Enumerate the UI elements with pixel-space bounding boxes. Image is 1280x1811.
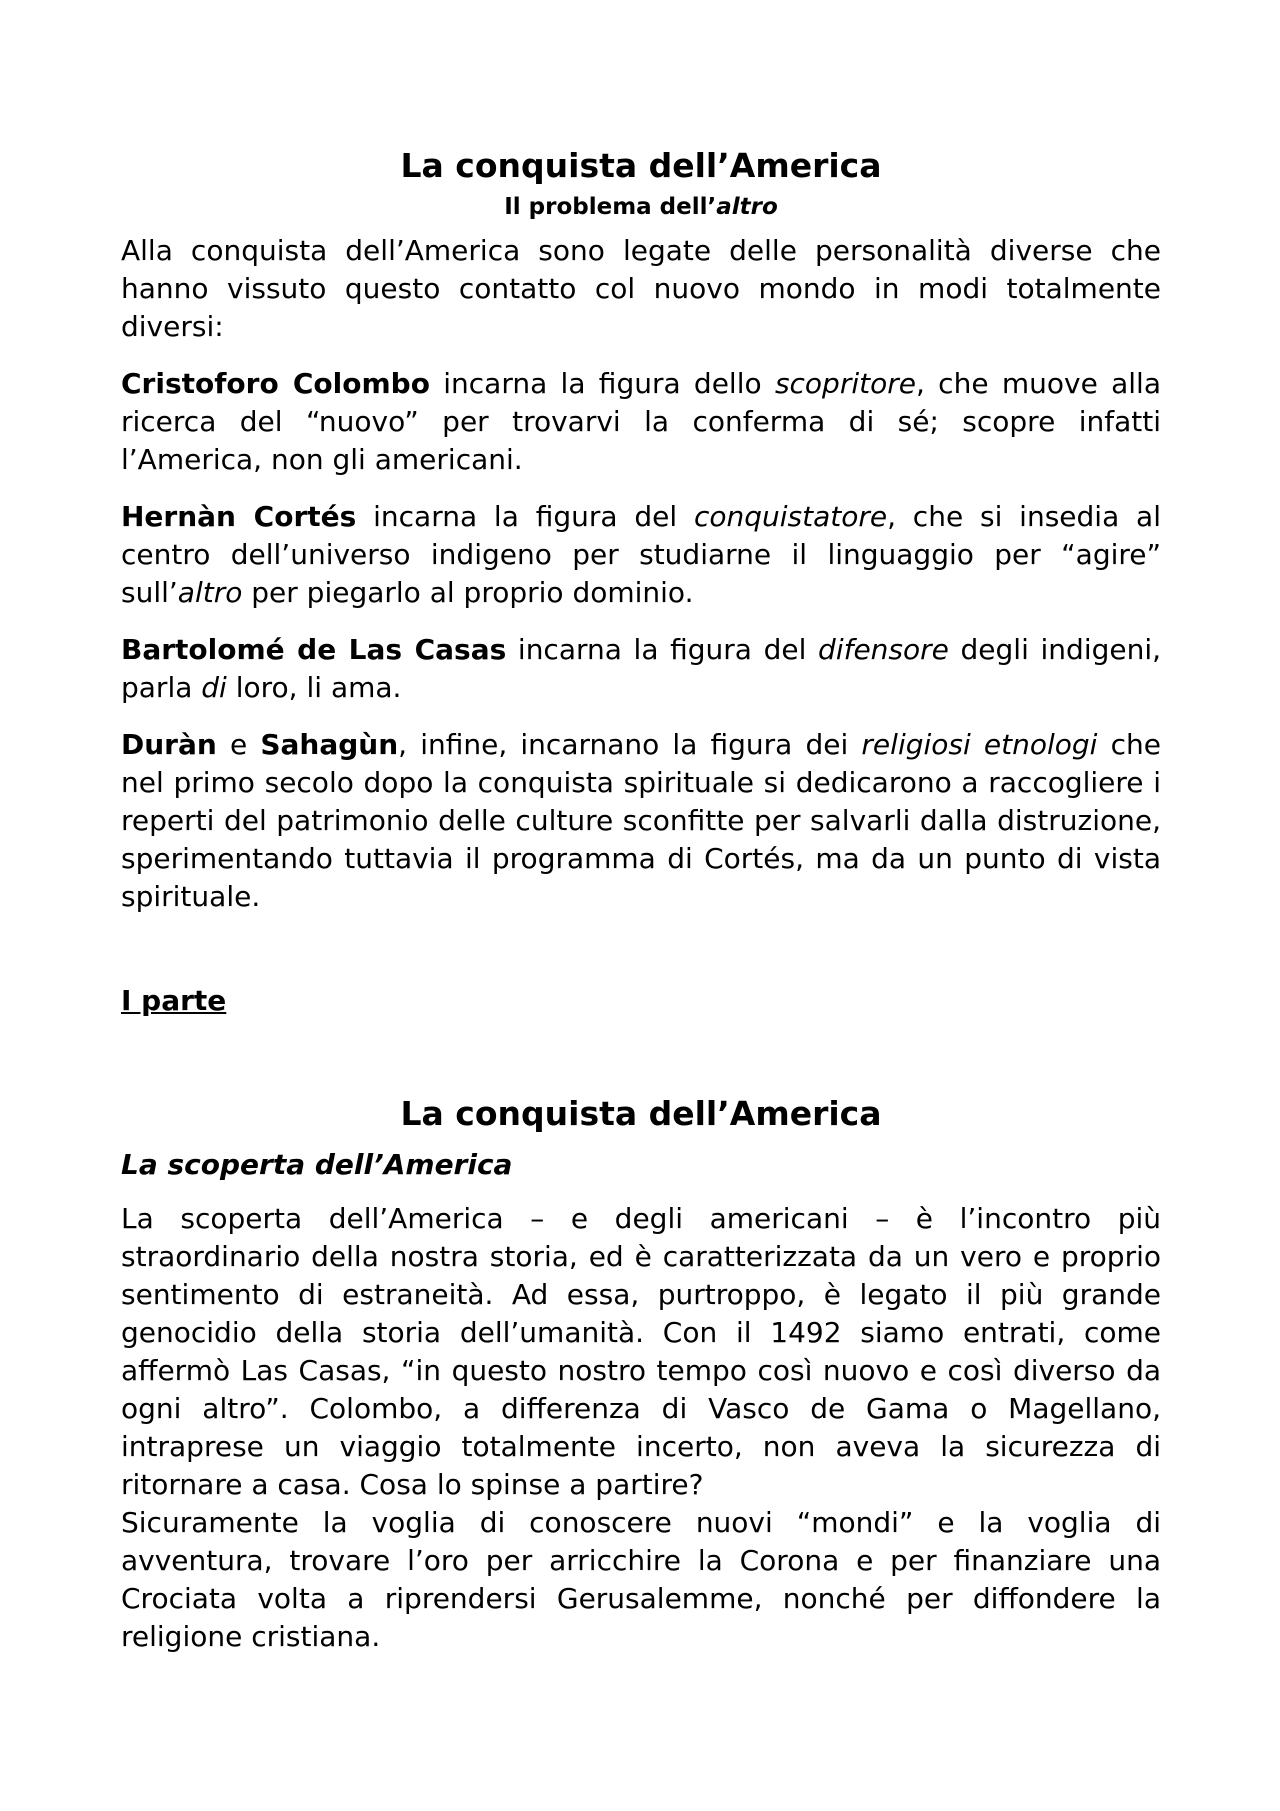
scoperta-paragraph-2: Sicuramente la voglia di conoscere nuovi “mondi” e la voglia di avventura, trovare l’oro per arricchire la Corona e per finanziare una Crociata volta a riprendersi Gerusalemme, nonché per diffondere la religione cristiana. [121, 1506, 1161, 1653]
duran-text-1: , infine, incarnano la figura dei [398, 728, 862, 761]
subtitle-italic: altro [716, 194, 778, 220]
las-casas-text-2: degli indigeni, parla [121, 633, 1162, 704]
part-label: I parte [121, 984, 227, 1017]
colombo-name: Cristoforo Colombo [121, 367, 430, 400]
section-heading: La scoperta dell’America [121, 1148, 513, 1181]
duran-role: religiosi etnologi [861, 728, 1098, 761]
colombo-role: scopritore [774, 367, 916, 400]
duran-conjunction: e [216, 728, 261, 761]
intro-paragraph: Alla conquista dell’America sono legate delle personalità diverse che hanno vissuto questo contatto col nuovo mondo in modi totalmente diversi: [121, 234, 1161, 343]
cortes-text-1: incarna la figura del [356, 500, 694, 533]
las-casas-di: di [201, 671, 227, 704]
subtitle-prefix: Il problema dell’ [504, 194, 717, 220]
las-casas-role: difensore [818, 633, 949, 666]
duran-text-2: che nel primo secolo dopo la conquista spirituale si dedicarono a raccogliere i reperti del patrimonio delle culture sconfitte per salvarli dalla distruzione, sperimentando tuttavia il programma di Cortés, ma da un punto di vista spirituale. [121, 728, 1161, 913]
colombo-paragraph [121, 365, 1161, 479]
cortes-altro: altro [177, 576, 243, 609]
cortes-text-3: per piegarlo al proprio dominio. [242, 576, 694, 609]
las-casas-name: Bartolomé de Las Casas [121, 633, 507, 666]
las-casas-text-3: loro, li ama. [226, 671, 402, 704]
duran-paragraph [121, 726, 1161, 916]
page-subtitle [121, 192, 1161, 222]
section-title: La conquista dell’America [400, 1094, 882, 1133]
document-page [121, 146, 1161, 1656]
scoperta-paragraph-1: La scoperta dell’America – e degli americani – è l’incontro più straordinario della nostra storia, ed è caratterizzata da un vero e proprio sentimento di estraneità. Ad essa, purtroppo, è legato il più grande genocidio della storia dell’umanità. Con il 1492 siamo entrati, come affermò Las Casas, “in questo nostro tempo così nuovo e così diverso da ogni altro”. Colombo, a differenza di Vasco de Gama o Magellano, intraprese un viaggio totalmente incerto, non aveva la sicurezza di ritornare a casa. Cosa lo spinse a partire? [121, 1202, 1161, 1501]
sahagun-name: Sahagùn [260, 728, 399, 761]
duran-name: Duràn [121, 728, 217, 761]
cortes-paragraph [121, 498, 1161, 612]
page-title: La conquista dell’America [400, 146, 882, 185]
cortes-name: Hernàn Cortés [121, 500, 357, 533]
cortes-role: conquistatore [693, 500, 888, 533]
colombo-text-2: , che muove alla ricerca del “nuovo” per trovarvi la conferma di sé; scopre infatti l’America, non gli americani. [121, 367, 1161, 476]
colombo-text-1: incarna la figura dello [429, 367, 775, 400]
las-casas-text-1: incarna la figura del [506, 633, 819, 666]
las-casas-paragraph [121, 631, 1161, 707]
cortes-text-2: , che si insedia al centro dell’universo indigeno per studiarne il linguaggio per “agire” sull’ [121, 500, 1161, 609]
